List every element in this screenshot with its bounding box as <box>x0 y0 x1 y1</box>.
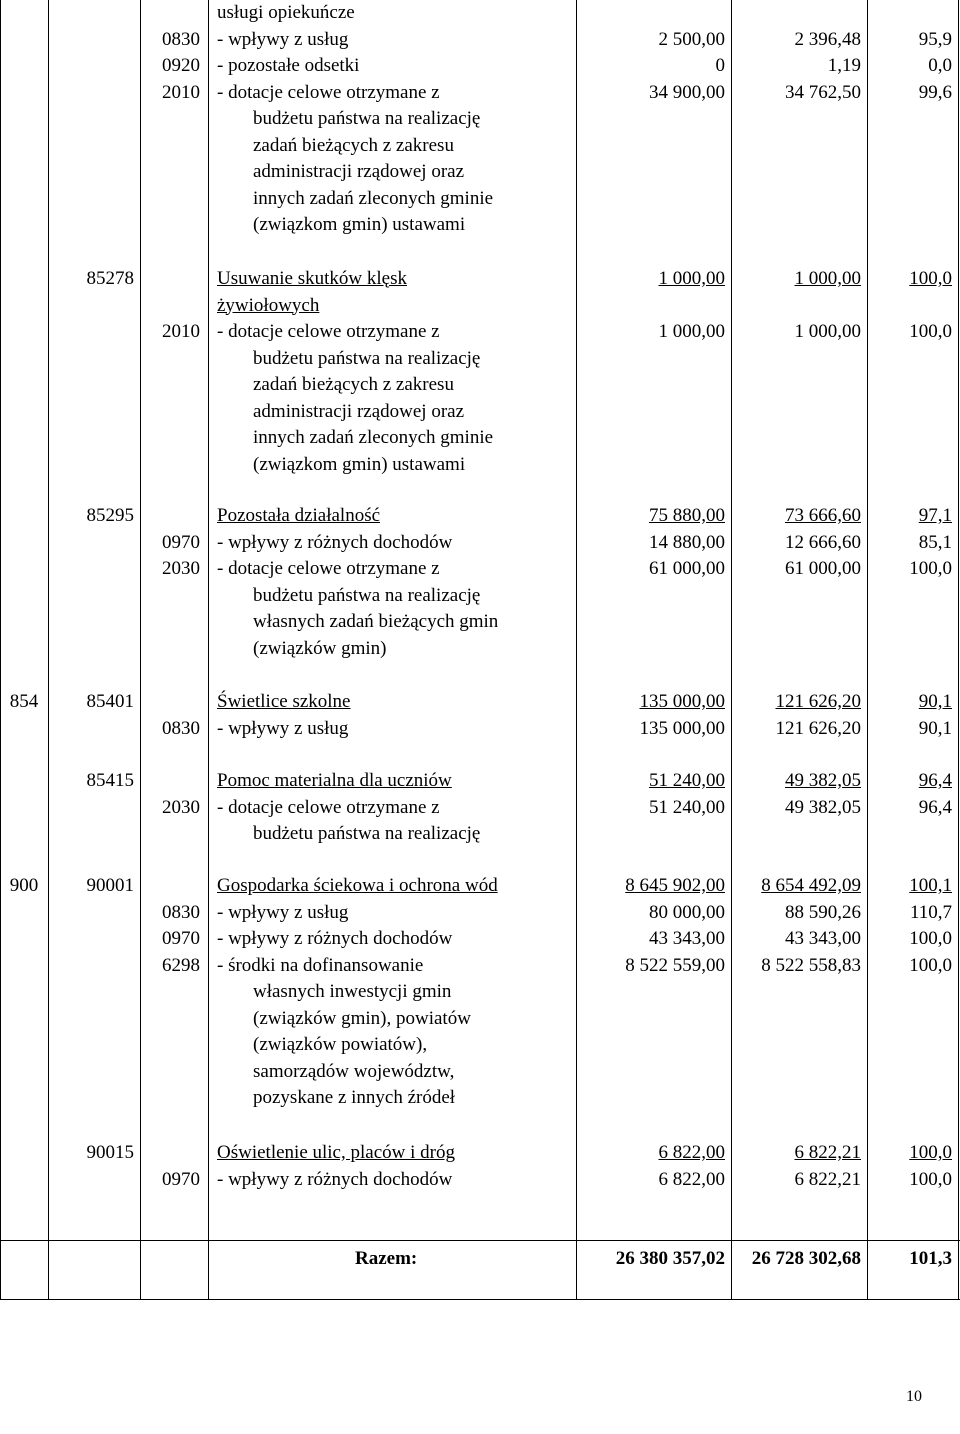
description-line: - wpływy z usług <box>217 901 349 923</box>
description-line: - dotacje celowe otrzymane z <box>217 81 440 103</box>
plan-cell-line: 1 000,00 <box>658 321 725 342</box>
paragraf-cell-line: 0970 <box>162 1168 200 1190</box>
execution-cell <box>726 768 861 821</box>
plan-cell <box>576 266 725 346</box>
description-line: innych zadań zleconych gminie <box>253 427 494 448</box>
execution-cell <box>726 266 861 346</box>
description-line: - dotacje celowe otrzymane z <box>217 796 440 818</box>
rozdzial-cell <box>48 768 134 795</box>
execution-cell-line: 43 343,00 <box>785 928 861 949</box>
description-line: - wpływy z usług <box>217 717 349 739</box>
execution-cell-line: 121 626,20 <box>775 691 861 712</box>
percent-cell-line: 90,1 <box>918 691 952 712</box>
rozdzial-cell <box>48 503 134 530</box>
paragraf-cell-line <box>134 768 200 795</box>
plan-cell <box>576 768 725 821</box>
percent-cell-line: 100,0 <box>909 1142 952 1163</box>
paragraf-cell-line <box>134 266 200 293</box>
description-line: innych zadań zleconych gminie <box>253 187 494 209</box>
plan-cell-line: 51 240,00 <box>649 796 725 818</box>
description-line: Pozostała działalność <box>217 505 381 526</box>
paragraf-cell-line <box>134 689 200 716</box>
plan-cell-line: 80 000,00 <box>649 901 725 923</box>
description-line: budżetu państwa na realizację <box>253 108 481 129</box>
percent-cell <box>862 768 952 821</box>
execution-cell-line: 88 590,26 <box>785 901 861 923</box>
paragraf-cell-line: 0920 <box>162 55 200 76</box>
percent-cell-line: 100,1 <box>909 875 952 896</box>
plan-cell-line: 43 343,00 <box>649 928 725 949</box>
plan-cell-line: 135 000,00 <box>639 717 725 739</box>
plan-cell-line: 6 822,00 <box>658 1142 725 1163</box>
paragraf-cell-line: 0830 <box>162 901 200 923</box>
execution-cell-line: 121 626,20 <box>775 717 861 739</box>
percent-cell-line: 100,0 <box>909 321 952 342</box>
percent-cell <box>862 873 952 979</box>
description-line: Świetlice szkolne <box>217 691 351 712</box>
description-line: samorządów województw, <box>253 1060 455 1082</box>
description-line: usługi opiekuńcze <box>217 2 355 23</box>
description-cell <box>217 503 575 662</box>
description-cell <box>217 266 575 478</box>
execution-cell-line <box>726 293 861 320</box>
percent-cell-line: 100,0 <box>909 928 952 949</box>
execution-cell-line: 8 654 492,09 <box>761 875 861 896</box>
plan-cell-line: 34 900,00 <box>649 81 725 103</box>
paragraf-cell <box>134 503 200 583</box>
description-line: - pozostałe odsetki <box>217 55 360 76</box>
dzial-cell <box>0 689 48 716</box>
execution-cell <box>726 1140 861 1193</box>
page-number: 10 <box>906 1388 922 1405</box>
percent-cell-line: 90,1 <box>918 717 952 739</box>
description-line: budżetu państwa na realizację <box>253 823 481 844</box>
paragraf-cell-line: 0970 <box>162 531 200 553</box>
paragraf-cell-line: 0830 <box>162 717 200 739</box>
dzial-cell-line <box>0 1140 48 1167</box>
total-execution: 26 728 302,68 <box>751 1248 861 1269</box>
description-line: żywiołowych <box>217 294 320 316</box>
paragraf-cell-line <box>134 873 200 900</box>
description-line: - środki na dofinansowanie <box>217 954 424 976</box>
description-line: własnych zadań bieżących gmin <box>253 611 499 632</box>
paragraf-cell <box>134 1140 200 1193</box>
execution-cell-line: 1 000,00 <box>794 321 861 342</box>
plan-cell-line: 8 645 902,00 <box>625 875 725 896</box>
description-line: - wpływy z różnych dochodów <box>217 1168 453 1190</box>
percent-cell-line: 100,0 <box>909 268 952 289</box>
description-line: Oświetlenie ulic, placów i dróg <box>217 1142 455 1163</box>
paragraf-cell-line <box>134 1140 200 1167</box>
percent-cell-line: 97,1 <box>918 505 952 526</box>
execution-cell-line: 6 822,21 <box>794 1142 861 1163</box>
description-line: zadań bieżących z zakresu <box>253 134 454 156</box>
description-line: Gospodarka ściekowa i ochrona wód <box>217 875 498 896</box>
description-line: (związków gmin) <box>253 637 387 659</box>
total-percent: 101,3 <box>909 1248 952 1269</box>
paragraf-cell-line: 2010 <box>162 321 200 342</box>
percent-cell <box>862 266 952 346</box>
execution-cell-line: 1,19 <box>827 55 861 76</box>
rozdzial-cell <box>48 266 134 293</box>
percent-cell-line: 96,4 <box>918 770 952 791</box>
dzial-cell-line <box>0 266 48 293</box>
percent-cell-line: 85,1 <box>918 531 952 553</box>
rozdzial-cell-line <box>48 0 134 27</box>
rozdzial-cell-line: 85401 <box>86 691 134 712</box>
plan-cell-line <box>576 293 725 320</box>
dzial-cell <box>0 1140 48 1167</box>
description-line: Usuwanie skutków klęsk <box>217 268 407 289</box>
percent-cell <box>862 1140 952 1193</box>
dzial-cell-line: 900 <box>9 875 39 896</box>
plan-cell-line: 75 880,00 <box>649 505 725 526</box>
plan-cell <box>576 0 725 106</box>
plan-cell <box>576 873 725 979</box>
dzial-cell <box>0 0 48 27</box>
paragraf-cell-line: 2010 <box>162 81 200 103</box>
dzial-cell-line <box>0 0 48 27</box>
percent-cell-line: 100,0 <box>909 1168 952 1190</box>
plan-cell <box>576 689 725 742</box>
execution-cell-line: 8 522 558,83 <box>761 954 861 976</box>
paragraf-cell <box>134 873 200 979</box>
percent-cell-line: 95,9 <box>918 28 952 50</box>
description-line: Pomoc materialna dla uczniów <box>217 770 452 791</box>
paragraf-cell-line: 6298 <box>162 954 200 976</box>
dzial-cell <box>0 768 48 795</box>
description-line: - dotacje celowe otrzymane z <box>217 558 440 579</box>
plan-cell-line: 135 000,00 <box>639 691 725 712</box>
description-line: - wpływy z różnych dochodów <box>217 928 453 949</box>
execution-cell-line <box>726 0 861 27</box>
paragraf-cell-line: 2030 <box>162 558 200 579</box>
percent-cell-line: 110,7 <box>909 901 952 923</box>
percent-cell-line: 0,0 <box>928 55 952 76</box>
execution-cell-line: 61 000,00 <box>785 558 861 579</box>
rozdzial-cell-line: 90015 <box>86 1142 134 1163</box>
description-cell <box>217 1140 575 1193</box>
dzial-cell-line: 854 <box>9 691 39 712</box>
plan-cell-line: 61 000,00 <box>649 558 725 579</box>
dzial-cell-line <box>0 503 48 530</box>
plan-cell-line: 51 240,00 <box>649 770 725 791</box>
execution-cell-line: 12 666,60 <box>785 531 861 553</box>
description-cell <box>217 0 575 239</box>
description-line: - wpływy z różnych dochodów <box>217 531 453 553</box>
description-line: (związków powiatów), <box>253 1034 428 1055</box>
paragraf-cell-line: 0970 <box>162 928 200 949</box>
description-line: administracji rządowej oraz <box>253 400 465 422</box>
percent-cell <box>862 503 952 583</box>
percent-cell-line: 99,6 <box>918 81 952 103</box>
paragraf-cell <box>134 266 200 346</box>
description-cell <box>217 873 575 1112</box>
description-line: (związków gmin), powiatów <box>253 1007 471 1029</box>
percent-cell-line: 100,0 <box>909 558 952 579</box>
description-cell <box>217 768 575 848</box>
percent-cell-line: 100,0 <box>909 954 952 976</box>
paragraf-cell-line <box>134 503 200 530</box>
rozdzial-cell <box>48 873 134 900</box>
description-line: administracji rządowej oraz <box>253 161 465 182</box>
rozdzial-cell-line: 85278 <box>86 268 134 289</box>
description-line: budżetu państwa na realizację <box>253 584 481 606</box>
execution-cell <box>726 503 861 583</box>
percent-cell <box>862 689 952 742</box>
total-label: Razem: <box>355 1248 418 1269</box>
plan-cell-line: 8 522 559,00 <box>625 954 725 976</box>
execution-cell <box>726 0 861 106</box>
description-line: (związkom gmin) ustawami <box>253 214 466 235</box>
execution-cell-line: 34 762,50 <box>785 81 861 103</box>
dzial-cell-line <box>0 768 48 795</box>
paragraf-cell <box>134 768 200 821</box>
total-plan: 26 380 357,02 <box>615 1248 725 1269</box>
description-line: budżetu państwa na realizację <box>253 347 481 369</box>
paragraf-cell-line <box>134 293 200 320</box>
plan-cell <box>576 1140 725 1193</box>
rozdzial-cell <box>48 0 134 27</box>
paragraf-cell-line: 0830 <box>162 28 200 50</box>
execution-cell-line: 2 396,48 <box>794 28 861 50</box>
plan-cell-line <box>576 0 725 27</box>
dzial-cell <box>0 503 48 530</box>
rozdzial-cell <box>48 689 134 716</box>
paragraf-cell <box>134 689 200 742</box>
percent-cell-line <box>862 293 952 320</box>
execution-cell-line: 6 822,21 <box>794 1168 861 1190</box>
execution-cell-line: 1 000,00 <box>794 268 861 289</box>
plan-cell-line: 14 880,00 <box>649 531 725 553</box>
rozdzial-cell-line: 85415 <box>86 770 134 791</box>
description-line: (związkom gmin) ustawami <box>253 453 466 475</box>
plan-cell-line: 2 500,00 <box>658 28 725 50</box>
execution-cell-line: 49 382,05 <box>785 770 861 791</box>
rozdzial-cell-line: 90001 <box>86 875 134 896</box>
description-line: pozyskane z innych źródeł <box>253 1087 456 1108</box>
description-cell <box>217 689 575 742</box>
dzial-cell <box>0 266 48 293</box>
execution-cell <box>726 873 861 979</box>
plan-cell <box>576 503 725 583</box>
execution-cell-line: 49 382,05 <box>785 796 861 818</box>
description-line: własnych inwestycji gmin <box>253 981 452 1002</box>
plan-cell-line: 1 000,00 <box>658 268 725 289</box>
percent-cell-line <box>862 0 952 27</box>
description-line: zadań bieżących z zakresu <box>253 374 454 395</box>
plan-cell-line: 0 <box>715 55 725 76</box>
execution-cell-line: 73 666,60 <box>785 505 861 526</box>
rozdzial-cell-line: 85295 <box>86 505 134 526</box>
description-line: - wpływy z usług <box>217 28 349 50</box>
plan-cell-line: 6 822,00 <box>658 1168 725 1190</box>
paragraf-cell-line <box>134 0 200 27</box>
percent-cell-line: 96,4 <box>918 796 952 818</box>
dzial-cell <box>0 873 48 900</box>
percent-cell <box>862 0 952 106</box>
paragraf-cell-line: 2030 <box>162 796 200 818</box>
description-line: - dotacje celowe otrzymane z <box>217 321 440 342</box>
paragraf-cell <box>134 0 200 106</box>
execution-cell <box>726 689 861 742</box>
rozdzial-cell <box>48 1140 134 1167</box>
